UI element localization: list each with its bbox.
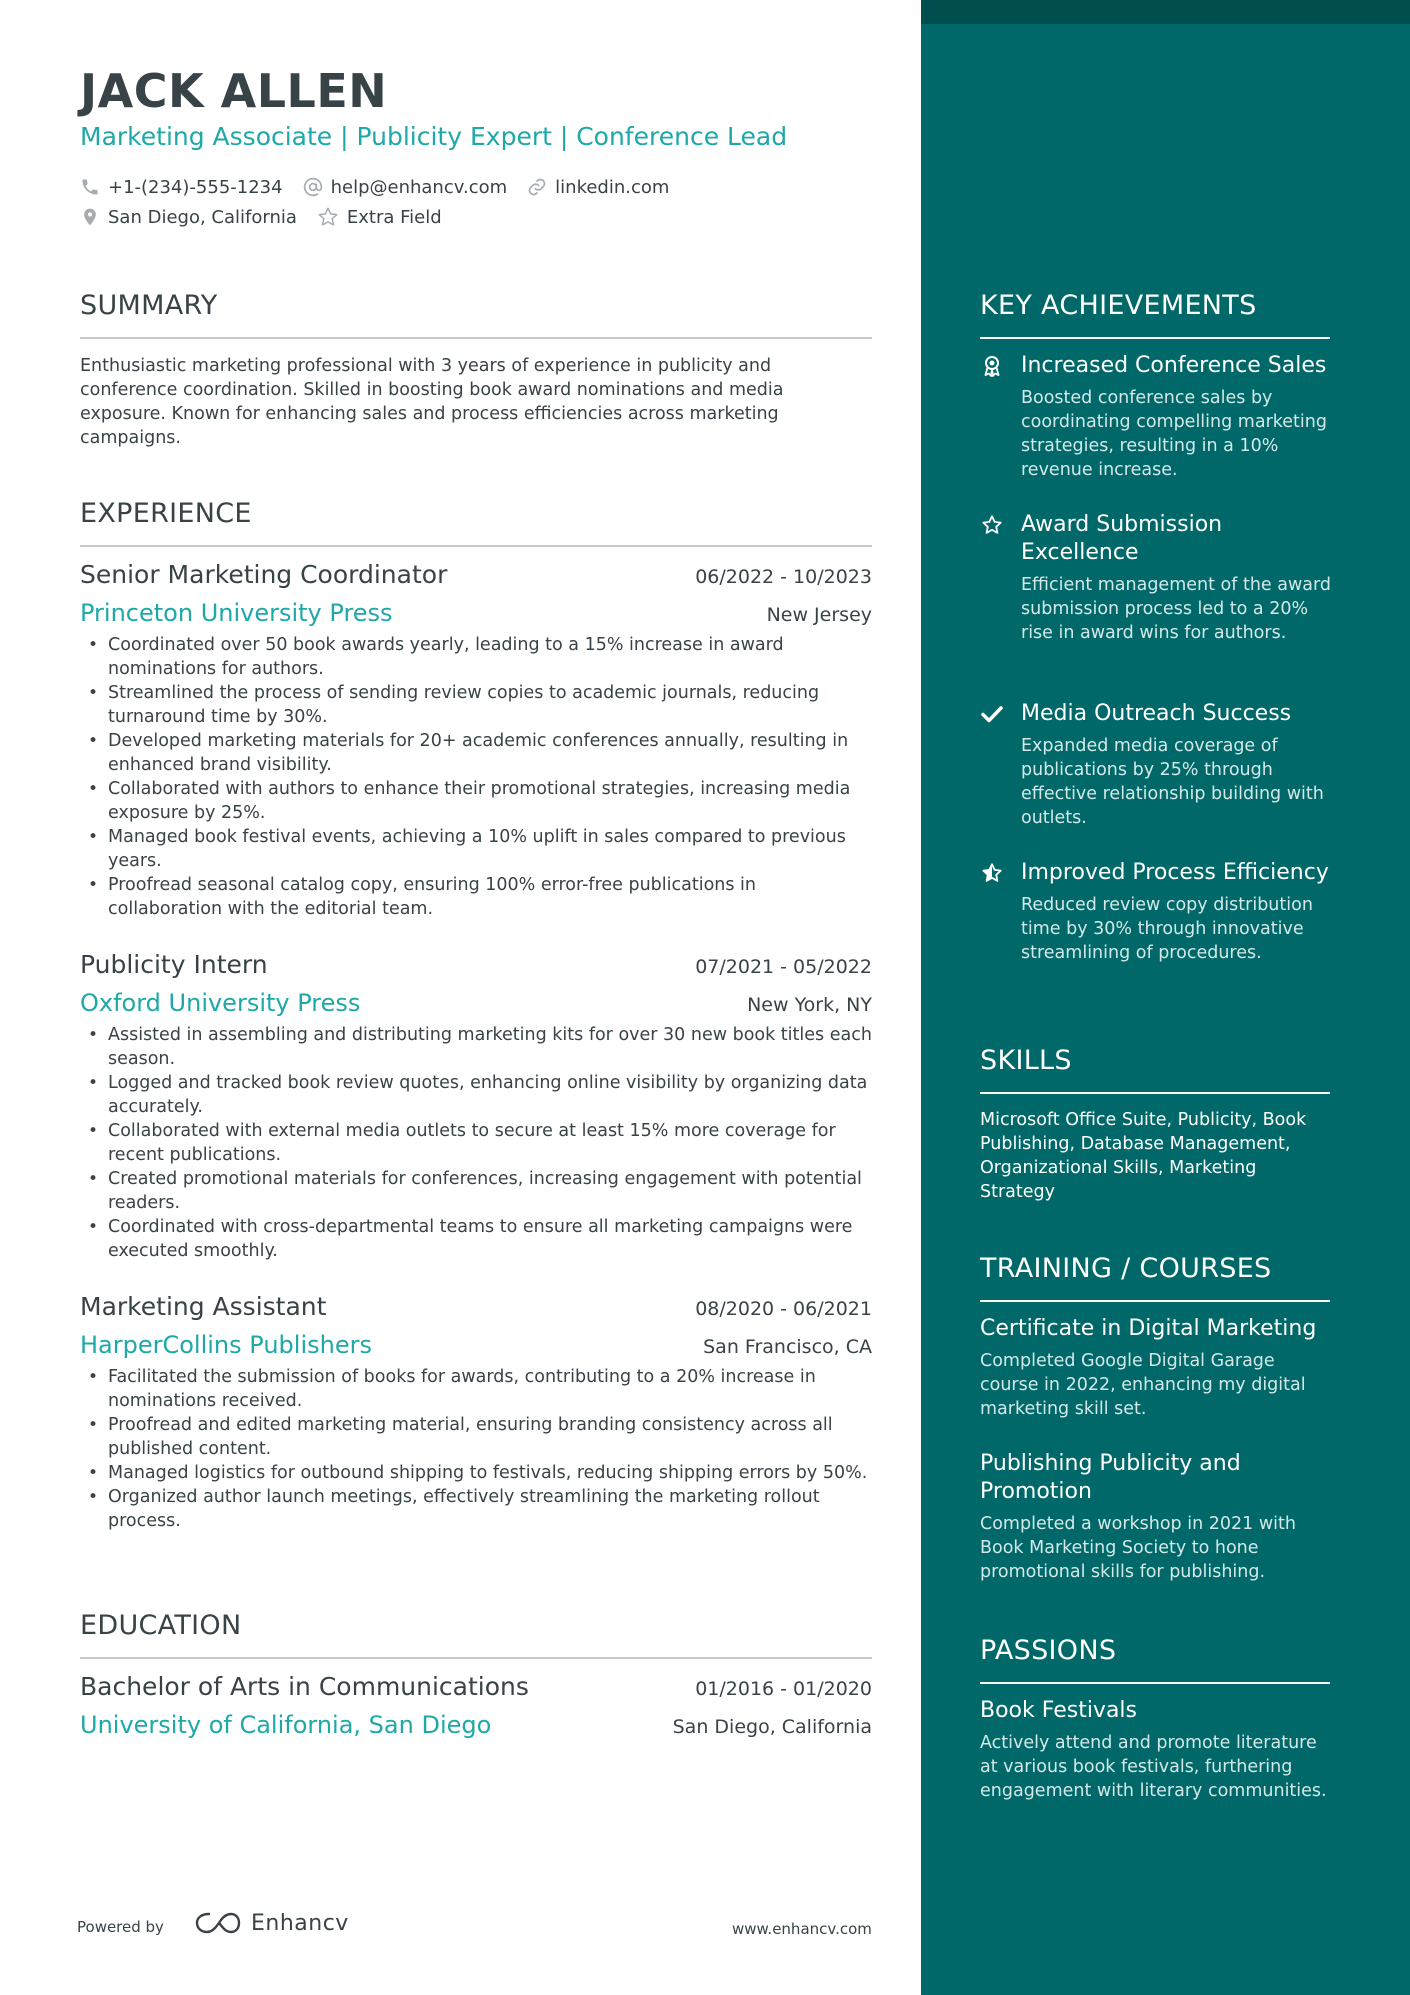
summary-text: Enthusiastic marketing professional with 3 years of experience in publicity and conference coordination. Skilled in boosting book award nominations and media exposure. Known for enhancing sales and process efficiencies across marketing campaigns. [80,356,784,448]
job-title: Publicity Intern [80,950,268,979]
candidate-headline: Marketing Associate | Publicity Expert | Conference Lead [80,122,788,151]
achievement-title: Increased Conference Sales [1021,353,1327,378]
course-title: Publishing Publicity and Promotion [980,1451,1241,1504]
education-entry [80,1672,872,1739]
skills-divider [980,1092,1330,1094]
education-dates: 01/2016 - 01/2020 [695,1678,872,1700]
job-bullet: • Coordinated over 50 book awards yearly, leading to a 15% increase in award nominations for authors. [80,633,872,681]
degree-title: Bachelor of Arts in Communications [80,1672,529,1701]
job-dates: 08/2020 - 06/2021 [695,1298,872,1320]
job-bullets [80,1023,872,1263]
contact-location [80,207,297,228]
company-name: Oxford University Press [80,989,361,1017]
training-divider [980,1300,1330,1302]
experience-divider [80,545,872,547]
job-entry [80,950,872,1263]
job-bullet: • Collaborated with authors to enhance their promotional strategies, increasing media exposure by 25%. [80,777,872,825]
powered-by-label: Powered by [77,1918,164,1936]
job-bullet: • Managed logistics for outbound shipping to festivals, reducing shipping errors by 50%. [80,1461,872,1485]
job-title: Marketing Assistant [80,1292,327,1321]
achievement-title: Media Outreach Success [1021,701,1292,726]
sidebar-top-bar [921,0,1410,24]
job-entry [80,1292,872,1533]
passions-heading: PASSIONS [980,1635,1117,1666]
contact-phone[interactable] [80,177,283,198]
achievement-desc: Boosted conference sales by coordinating compelling marketing strategies, resulting in a 10% revenue increase. [1021,388,1327,480]
education-heading: EDUCATION [80,1610,242,1641]
link-text: linkedin.com [555,176,670,198]
job-bullet: • Streamlined the process of sending review copies to academic journals, reducing turnaround time by 30%. [80,681,872,729]
achievement-desc: Expanded media coverage of publications by 25% through effective relationship building with outlets. [1021,736,1324,828]
job-location: New Jersey [766,604,872,626]
job-bullet: • Proofread and edited marketing material, ensuring branding consistency across all published content. [80,1413,872,1461]
education-divider [80,1657,872,1659]
course-desc: Completed a workshop in 2021 with Book Marketing Society to hone promotional skills for publishing. [980,1514,1296,1582]
enhancv-logo[interactable] [195,1910,349,1936]
job-location: New York, NY [747,994,872,1016]
enhancv-logo-icon [195,1910,241,1936]
training-heading: TRAINING / COURSES [980,1253,1272,1284]
job-bullet: • Created promotional materials for conferences, increasing engagement with potential readers. [80,1167,872,1215]
course-item [980,1450,1332,1584]
school-location: San Diego, California [672,1716,872,1738]
achievement-item [980,859,1332,965]
summary-divider [80,337,872,339]
job-bullet: • Facilitated the submission of books for awards, contributing to a 20% increase in nominations received. [80,1365,872,1413]
job-bullet: • Coordinated with cross-departmental teams to ensure all marketing campaigns were executed smoothly. [80,1215,872,1263]
job-bullet: • Proofread seasonal catalog copy, ensuring 100% error-free publications in collaboration with the editorial team. [80,873,872,921]
job-title: Senior Marketing Coordinator [80,560,448,589]
skills-heading: SKILLS [980,1045,1072,1076]
passion-title: Book Festivals [980,1698,1138,1723]
job-location: San Francisco, CA [703,1336,872,1358]
achievement-item [980,511,1332,645]
extra-text: Extra Field [346,206,442,228]
course-title: Certificate in Digital Marketing [980,1316,1317,1341]
passions-divider [980,1682,1330,1684]
school-name: University of California, San Diego [80,1711,492,1739]
job-dates: 06/2022 - 10/2023 [695,566,872,588]
job-bullets [80,1365,872,1533]
job-bullets [80,633,872,921]
job-bullet: • Collaborated with external media outlets to secure at least 15% more coverage for recent publications. [80,1119,872,1167]
achievement-title: Award Submission Excellence [1021,512,1223,565]
candidate-name: JACK ALLEN [80,64,388,118]
phone-text: +1-(234)-555-1234 [108,176,283,198]
footer-website[interactable]: www.enhancv.com [732,1920,872,1938]
experience-heading: EXPERIENCE [80,498,252,529]
company-name: Princeton University Press [80,599,393,627]
achievements-heading: KEY ACHIEVEMENTS [980,290,1257,321]
contact-extra [317,206,442,228]
summary-heading: SUMMARY [80,290,218,321]
star-outline-icon [317,206,339,228]
job-bullet: • Managed book festival events, achieving a 10% uplift in sales compared to previous years. [80,825,872,873]
course-desc: Completed Google Digital Garage course in 2022, enhancing my digital marketing skill set. [980,1351,1306,1419]
job-bullet: • Organized author launch meetings, effectively streamlining the marketing rollout process. [80,1485,872,1533]
passion-desc: Actively attend and promote literature at various book festivals, furthering engagement with literary communities. [980,1733,1327,1801]
star-half-icon [980,859,1004,887]
contact-email[interactable] [303,177,508,198]
achievement-desc: Efficient management of the award submission process led to a 20% rise in award wins for authors. [1021,575,1332,643]
skills-text: Microsoft Office Suite, Publicity, Book Publishing, Database Management, Organizational Skills, Marketing Strategy [980,1110,1307,1202]
job-entry [80,560,872,921]
location-text: San Diego, California [108,206,297,228]
achievement-item [980,352,1332,482]
course-item [980,1315,1332,1421]
link-icon [527,177,547,197]
location-pin-icon [80,207,100,227]
job-bullet: • Developed marketing materials for 20+ academic conferences annually, resulting in enhanced brand visibility. [80,729,872,777]
award-ribbon-icon [980,352,1004,380]
achievement-desc: Reduced review copy distribution time by 30% through innovative streamlining of procedures. [1021,895,1313,963]
phone-icon [80,177,100,197]
achievements-divider [980,337,1330,339]
checkmark-icon [980,700,1004,728]
job-dates: 07/2021 - 05/2022 [695,956,872,978]
achievement-item [980,700,1332,830]
contact-info [80,172,689,232]
star-outline-icon [980,511,1004,539]
enhancv-brand-text: Enhancv [251,1910,349,1936]
job-bullet: • Logged and tracked book review quotes, enhancing online visibility by organizing data accurately. [80,1071,872,1119]
company-name: HarperCollins Publishers [80,1331,372,1359]
passion-item [980,1697,1332,1803]
job-bullet: • Assisted in assembling and distributing marketing kits for over 30 new book titles each season. [80,1023,872,1071]
contact-link[interactable] [527,177,669,198]
email-text: help@enhancv.com [330,176,508,198]
at-sign-icon [303,177,323,197]
achievement-title: Improved Process Efficiency [1021,860,1329,885]
